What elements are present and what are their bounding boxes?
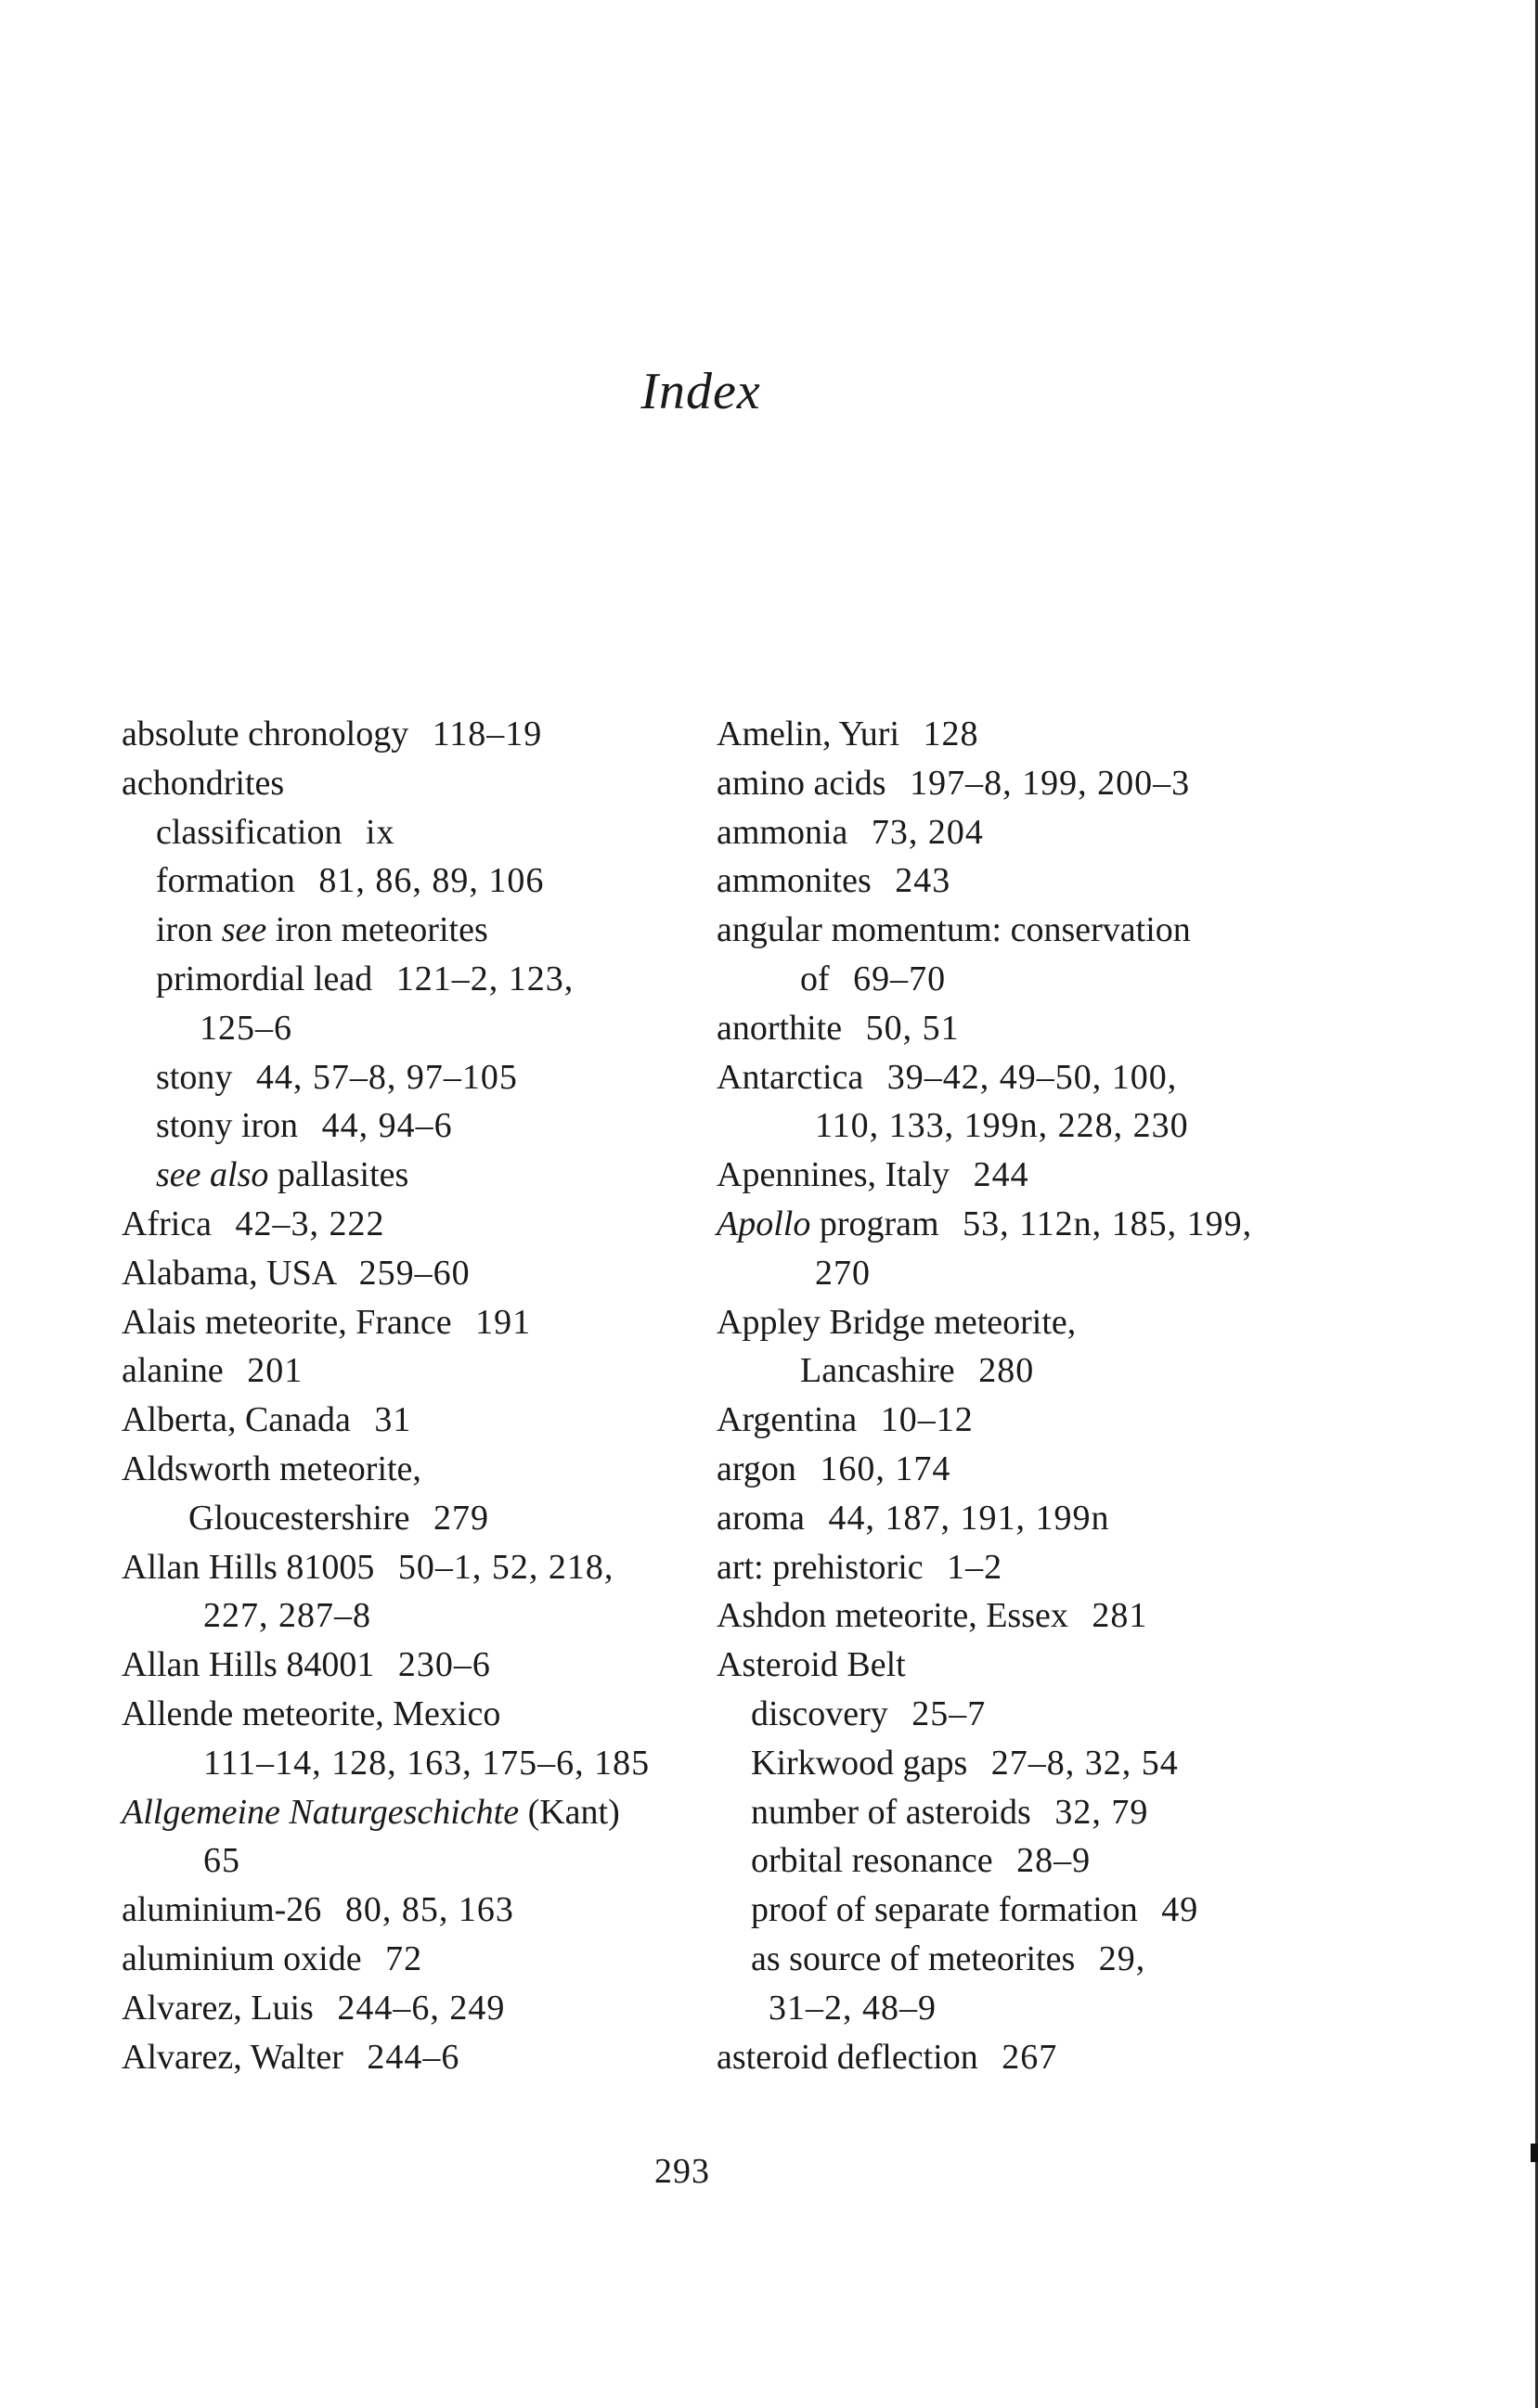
index-entry: [717, 710, 1366, 759]
entry-term: ammonia: [717, 812, 848, 852]
index-entry: [717, 906, 1366, 955]
entry-term: Alberta, Canada: [122, 1400, 351, 1440]
entry-term: Africa: [122, 1204, 213, 1243]
entry-term: Argentina: [717, 1400, 858, 1440]
index-entry: [122, 906, 679, 955]
index-entry: [717, 1984, 1366, 2033]
index-entry: [122, 1543, 679, 1592]
entry-term: aluminium oxide: [122, 1938, 362, 1978]
index-entry: [122, 1298, 679, 1347]
index-entry: [717, 856, 1366, 906]
entry-term: stony: [156, 1057, 233, 1097]
index-entry: [717, 1641, 1366, 1690]
index-entry: [122, 856, 679, 906]
entry-pages: 191: [475, 1302, 532, 1342]
entry-term: Amelin, Yuri: [717, 715, 900, 753]
entry-pages: 10–12: [880, 1400, 974, 1440]
entry-term: Alvarez, Walter: [122, 2037, 343, 2077]
entry-pages: 50, 51: [865, 1008, 960, 1048]
entry-term: Asteroid Belt: [717, 1645, 906, 1685]
index-entry: [122, 1641, 679, 1690]
entry-pages: 280: [978, 1351, 1035, 1391]
index-entry: [122, 1445, 679, 1494]
entry-term: Alvarez, Luis: [122, 1988, 314, 2028]
index-entry: [717, 1886, 1366, 1935]
entry-term: Antarctica: [717, 1057, 864, 1097]
index-entry: [122, 1886, 679, 1935]
entry-italic: see also: [156, 1155, 269, 1195]
entry-term: Kirkwood gaps: [751, 1743, 968, 1783]
index-entry: [717, 1101, 1366, 1151]
entry-pages: 111–14, 128, 163, 175–6, 185: [203, 1743, 651, 1783]
index-entry: [122, 1004, 679, 1053]
entry-pages: 121–2, 123,: [395, 959, 575, 998]
index-entry: [717, 1346, 1366, 1396]
entry-pages: 25–7: [911, 1693, 987, 1733]
entry-pages: 128: [923, 715, 979, 753]
entry-pages: 32, 79: [1054, 1792, 1149, 1832]
entry-pages: 110, 133, 199n, 228, 230: [815, 1106, 1189, 1146]
index-entry: [122, 1984, 679, 2033]
entry-term: Appley Bridge meteorite,: [717, 1302, 1077, 1342]
entry-term: classification: [156, 812, 342, 852]
entry-pages: 44, 187, 191, 199n: [828, 1498, 1110, 1538]
entry-pages: 42–3, 222: [235, 1204, 385, 1243]
entry-pages: 27–8, 32, 54: [990, 1743, 1179, 1783]
index-column-left: [122, 710, 679, 2081]
entry-pages: 230–6: [397, 1645, 491, 1685]
entry-term: Allende meteorite, Mexico: [122, 1693, 501, 1733]
index-entry: [122, 1494, 679, 1543]
entry-pages: 49: [1161, 1890, 1199, 1930]
index-entry: [717, 1445, 1366, 1494]
entry-term: Apennines, Italy: [717, 1155, 950, 1195]
entry-term: argon: [717, 1449, 796, 1488]
index-entry: [122, 759, 679, 808]
entry-term: discovery: [751, 1693, 888, 1733]
entry-term: absolute chronology: [122, 715, 409, 753]
entry-term: primordial lead: [156, 959, 373, 998]
entry-pages: 227, 287–8: [203, 1596, 371, 1636]
index-entry: [717, 1739, 1366, 1788]
entry-term: of: [800, 959, 830, 998]
index-entry: [717, 808, 1366, 857]
entry-term: Allan Hills 84001: [122, 1645, 375, 1685]
scan-mark: [1531, 2144, 1538, 2162]
entry-pages: 44, 94–6: [321, 1106, 453, 1146]
entry-term: amino acids: [717, 763, 886, 803]
entry-term: formation: [156, 861, 295, 901]
entry-term-continued: pallasites: [277, 1155, 409, 1195]
entry-pages: 73, 204: [871, 812, 984, 852]
index-entry: [717, 1298, 1366, 1347]
index-entry: [122, 710, 679, 759]
entry-term: Aldsworth meteorite,: [122, 1449, 421, 1488]
entry-term: Lancashire: [800, 1351, 955, 1391]
entry-pages: 44, 57–8, 97–105: [255, 1057, 518, 1097]
index-entry: [717, 1200, 1366, 1249]
entry-term: aluminium-26: [122, 1890, 322, 1930]
entry-term: Alais meteorite, France: [122, 1302, 452, 1342]
index-entry: [717, 1690, 1366, 1739]
index-entry: [717, 1004, 1366, 1053]
entry-italic: Allgemeine Naturgeschichte: [122, 1792, 520, 1832]
index-entry: [122, 1935, 679, 1984]
entry-term: angular momentum: conservation: [717, 910, 1191, 950]
entry-pages: 160, 174: [820, 1449, 951, 1488]
entry-term: iron: [156, 910, 213, 950]
entry-pages: 244–6, 249: [337, 1988, 506, 2028]
entry-pages: 244–6: [367, 2037, 460, 2077]
index-entry: [717, 1494, 1366, 1543]
index-entry: [717, 1053, 1366, 1102]
entry-pages: 31–2, 48–9: [769, 1988, 937, 2028]
entry-term: achondrites: [122, 763, 285, 803]
entry-term: Allan Hills 81005: [122, 1547, 375, 1587]
index-entry: [122, 1591, 679, 1641]
entry-italic: see: [221, 910, 267, 950]
index-entry: [717, 955, 1366, 1004]
entry-pages: 53, 112n, 185, 199,: [963, 1204, 1253, 1243]
entry-pages: 201: [247, 1351, 304, 1391]
index-entry: [717, 1788, 1366, 1837]
index-entry: [717, 1151, 1366, 1200]
index-entry: [122, 955, 679, 1004]
entry-term-continued: iron meteorites: [275, 910, 488, 950]
index-entry: [717, 1935, 1366, 1984]
entry-term: number of asteroids: [751, 1792, 1031, 1832]
entry-term: Ashdon meteorite, Essex: [717, 1596, 1068, 1636]
page-title: Index: [640, 363, 761, 420]
index-entry: [122, 1396, 679, 1445]
entry-pages: 80, 85, 163: [344, 1890, 514, 1930]
entry-term: anorthite: [717, 1008, 843, 1048]
entry-term: orbital resonance: [751, 1841, 993, 1881]
index-entry: [122, 1346, 679, 1396]
entry-term-continued: (Kant): [527, 1792, 620, 1832]
entry-pages: 28–9: [1016, 1841, 1092, 1881]
index-entry: [717, 1591, 1366, 1641]
entry-term: aroma: [717, 1498, 805, 1538]
entry-pages: 267: [1002, 2037, 1058, 2077]
entry-term: alanine: [122, 1351, 224, 1391]
entry-pages: 69–70: [853, 959, 947, 998]
entry-pages: 31: [374, 1400, 412, 1440]
index-entry: [122, 1836, 679, 1886]
entry-pages: 279: [433, 1498, 489, 1538]
entry-pages: ix: [365, 812, 395, 852]
entry-pages: 197–8, 199, 200–3: [910, 763, 1191, 803]
entry-term: ammonites: [717, 861, 872, 901]
index-entry: [122, 1053, 679, 1102]
entry-pages: 81, 86, 89, 106: [318, 861, 545, 901]
index-entry: [717, 2033, 1366, 2082]
entry-pages: 281: [1092, 1596, 1148, 1636]
index-entry: [122, 2033, 679, 2082]
entry-term: stony iron: [156, 1106, 299, 1146]
entry-term-continued: program: [819, 1204, 939, 1243]
entry-pages: 259–60: [358, 1253, 471, 1293]
entry-pages: 125–6: [200, 1008, 292, 1048]
entry-pages: 29,: [1098, 1938, 1146, 1978]
index-entry: [717, 1396, 1366, 1445]
index-entry: [122, 1200, 679, 1249]
entry-pages: 65: [203, 1841, 240, 1881]
entry-term: Gloucestershire: [188, 1498, 410, 1538]
entry-pages: 50–1, 52, 218,: [397, 1547, 614, 1587]
entry-pages: 72: [385, 1938, 423, 1978]
index-entry: [122, 1151, 679, 1200]
entry-term: Alabama, USA: [122, 1253, 336, 1293]
index-entry: [122, 1788, 679, 1837]
entry-italic: Apollo: [717, 1204, 811, 1243]
index-entry: [122, 1101, 679, 1151]
page-number: 293: [654, 2152, 710, 2191]
entry-term: art: prehistoric: [717, 1547, 924, 1587]
entry-pages: 270: [815, 1253, 871, 1293]
index-entry: [717, 1543, 1366, 1592]
index-entry: [122, 808, 679, 857]
index-entry: [717, 1249, 1366, 1298]
index-entry: [122, 1249, 679, 1298]
entry-pages: 39–42, 49–50, 100,: [886, 1057, 1178, 1097]
entry-pages: 243: [895, 861, 951, 901]
index-entry: [122, 1690, 679, 1739]
index-entry: [122, 1739, 679, 1788]
entry-term: proof of separate formation: [751, 1890, 1138, 1930]
entry-term: as source of meteorites: [751, 1938, 1076, 1978]
index-entry: [717, 1836, 1366, 1886]
entry-pages: 1–2: [947, 1547, 1003, 1587]
entry-pages: 244: [973, 1155, 1029, 1195]
entry-term: asteroid deflection: [717, 2037, 978, 2077]
entry-pages: 118–19: [432, 715, 543, 753]
index-column-right: [717, 710, 1366, 2081]
index-entry: [717, 759, 1366, 808]
